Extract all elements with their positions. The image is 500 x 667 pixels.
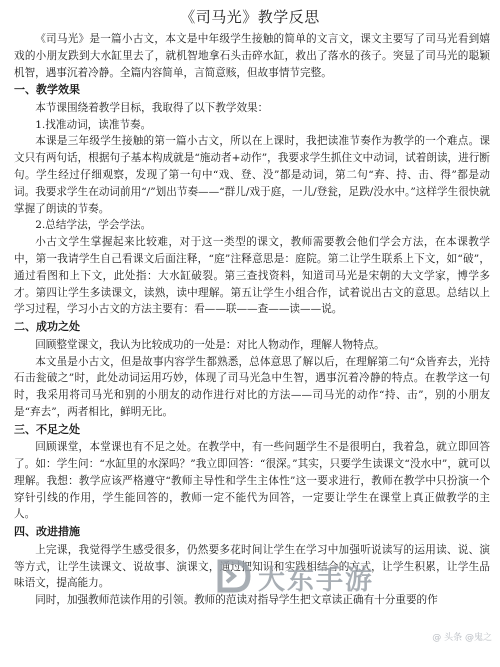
sub-heading: 1.找准动词，读准节奏。	[35, 118, 152, 131]
section-heading-improvements: 四、改进措施	[14, 525, 80, 539]
watermark-logo-icon	[214, 556, 254, 596]
section-lead: 本节课围绕着教学目标，我取得了以下教学效果：	[35, 101, 269, 114]
paragraph: 本课是三年级学生接触的第一篇小古文，所以在上课时，我把读准节奏作为教学的一个难点。课文只有两句话，根据句子基本构成就是“施动者+动作”，我要求学生抓住文中动词，试着朗读，进行断句。学生经过仔细观察，发现了第一句中“戏、登、没”都是动词，第二句“弃、持、击、得”都是动词。我要求学生在动词前用“/”划出节奏——“群儿/戏于庭，一儿/登瓮，足跌/没水中。”这样学生很快就掌握了朗读的节奏。	[14, 135, 490, 215]
document-title: 《司马光》教学反思	[180, 8, 320, 26]
watermark-text: 大东手游	[258, 565, 374, 596]
section-heading-shortcomings: 三、不足之处	[14, 422, 80, 436]
intro-paragraph: 《司马光》是一篇小古文，本文是中年级学生接触的简单的文言文，课文主要写了司马光看到嬉戏的小朋友跌到大水缸里去了，就机智地拿石头击碎水缸，救出了落水的孩子。突显了司马光的聪颖机智，遇事沉着冷静。全篇内容简单，言简意赅，但故事情节完整。	[14, 33, 490, 79]
paragraph: 回顾课堂，本堂课也有不足之处。在教学中，有一些问题学生不是很明白，我着急，就立即回答了。如：学生问：“水缸里的水深吗？”我立即回答：“很深。”其实，只要学生读课文“没水中”，就可以理解。我想：教学应该严格遵守“教师主导性和学生主体性”这一要求进行，教师在教学中只扮演一个穿针引线的作用，学生能回答的，教师一定不能代为回答，一定要让学生在课堂上真正做教学的主人。	[14, 441, 490, 521]
corner-watermark: @ 头条 @鬼之	[432, 633, 492, 643]
section-heading-effect: 一、教学效果	[14, 83, 80, 97]
paragraph: 小古文学生掌握起来比较难，对于这一类型的课文，教师需要教会他们学会方法，在本课教学中，第一我请学生自己看课文后面注释，“庭”注释意思是：庭院。第二让学生联系上下文，如“破”，通过看图和上下文，此处指：大水缸破裂。第三查找资料，知道司马光是宋朝的大文学家，博学多才。第四让学生多读课文，读熟，读中理解。第五让学生小组合作，试着说出古文的意思。总结以上学习过程，学习小古文的方法主要有：看——联——查——读——说。	[14, 236, 490, 316]
watermark	[214, 548, 374, 608]
paragraph: 同时，加强教师范读作用的引领。教师的范读对指导学生把文章读正确有十分重要的作	[35, 594, 438, 607]
paragraph: 上完课，我觉得学生感受很多，仍然要多花时间让学生在学习中加强听说读写的运用读、说、演等方式，让学生读课文、说故事、演课文，通过把知识和实践相结合的方式，让学生积累，让学生品味语文，提高能力。	[14, 543, 490, 590]
section-lead: 回顾整堂课文，我认为比较成功的一处是：对比人物动作，理解人物特点。	[35, 338, 385, 351]
paragraph: 本文虽是小古文，但是故事内容学生都熟悉，总体意思了解以后，在理解第二句“众皆弃去，光持石击瓮破之”时，此处动词运用巧妙，体现了司马光急中生智，遇事沉着冷静的特点。在教学这一句时，我采用将司马光和别的小朋友的动作进行对比的方法——司马光的动作“持、击”，别的小朋友是“弃去”，两者相比，鲜明无比。	[14, 355, 490, 418]
section-heading-success: 二、成功之处	[14, 320, 80, 334]
sub-heading: 2.总结学法，学会学法。	[35, 219, 152, 232]
document-body	[0, 31, 500, 609]
